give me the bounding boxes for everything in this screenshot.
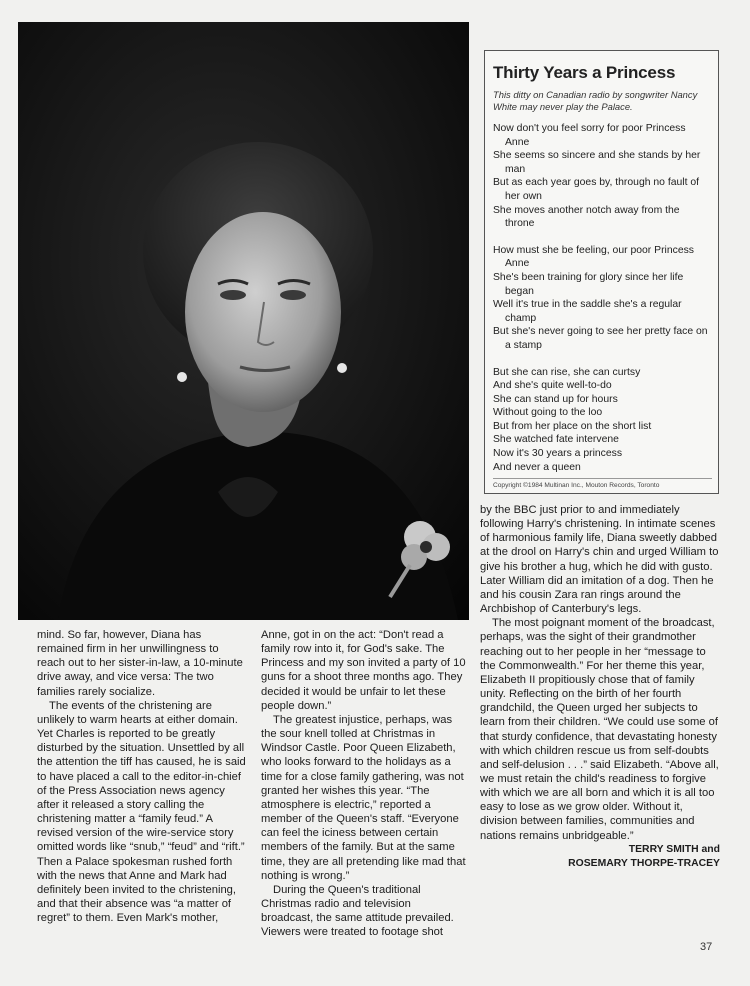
paragraph: The events of the christening are unlikely to warm hearts at either domain. Yet Charles is reported to be greatly disturbed by the situation. Unsettled by all the attention the tiff has caused, he is said to have placed a call to the editor-in-chief of the Press Association news agency after it released a story calling the christening matter a “family feud.” A revised version of the wire-service story omitted words like “snub,” “feud” and “rift.” Then a Palace spokesman rushed forth with the news that Anne and Mark had definitely been invited to the christening, and that their absence was “a matter of regret” to them. Even Mark's mother,: [37, 699, 246, 925]
article-column-3: [480, 503, 720, 871]
paragraph: During the Queen's traditional Christmas radio and television broadcast, the same attitude prevailed. Viewers were treated to footage shot: [261, 883, 454, 939]
sidebar-intro: This ditty on Canadian radio by songwriter Nancy White may never play the Palace.: [493, 89, 698, 112]
paragraph: Anne, got in on the act: “Don't read a family row into it, for God's sake. The Princess and my son invited a party of 10 guns for a shoot three months ago. They decided it would be unfair to let these people down.”: [261, 629, 466, 712]
lyric-line: Now don't you feel sorry for poor Princess Anne: [493, 123, 686, 148]
paragraph: The greatest injustice, perhaps, was the sour knell tolled at Christmas in Windsor Castle. Poor Queen Elizabeth, who looks forward to the holidays as a time for a close family gathering, was not granted her wishes this year. “The atmosphere is electric,” reported a member of the Queen's staff. “Everyone can feel the iciness between certain members of the family. But at the same time, they are all pretending like mad that nothing is wrong.”: [261, 713, 466, 882]
copyright-line: Copyright ©1984 Multinan Inc., Mouton Records, Toronto: [493, 478, 712, 489]
lyric-line: How must she be feeling, our poor Princess Anne: [493, 244, 694, 270]
stanza: [493, 366, 710, 475]
stanza: [493, 244, 710, 353]
lyric-line: And never a queen: [493, 461, 581, 473]
lyric-line: Well it's true in the saddle she's a regular champ: [493, 299, 682, 324]
portrait-photo: [18, 22, 469, 620]
paragraph: The most poignant moment of the broadcast, perhaps, was the sight of their grandmother reaching out to her people in her “message to the Commonwealth.” For her theme this year, Elizabeth II propitiously chose that of family unity. Reflecting on the birth of her fourth grandchild, the Queen urged her subjects to learn from their children. “We could use some of that sturdy confidence, that devastating honesty with which children rescue us from self-doubts and self-delusion . . .” said Elizabeth. “Above all, we must retain the child's readiness to forgive with which we are all born and which it is all too easy to lose as we grow older. Without it, division between families, communities and nations remains unbridgeable.”: [480, 617, 719, 842]
lyric-line: Now it's 30 years a princess: [493, 448, 623, 460]
lyric-line: She seems so sincere and she stands by her man: [493, 150, 701, 175]
page-number: 37: [700, 941, 713, 953]
lyric-line: But she can rise, she can curtsy: [493, 366, 641, 378]
lyric-line: She watched fate intervene: [493, 434, 619, 446]
sidebar-box: [484, 50, 719, 494]
article-column-2: [261, 628, 466, 939]
byline: [480, 843, 720, 871]
lyric-line: She moves another notch away from the throne: [493, 204, 680, 230]
article-column-1: [37, 628, 247, 925]
lyric-line: And she's quite well-to-do: [493, 380, 612, 392]
lyric-line: But from her place on the short list: [493, 420, 652, 432]
lyric-line: But as each year goes by, through no fault of her own: [493, 177, 700, 202]
paragraph: mind. So far, however, Diana has remained firm in her unwillingness to reach out to her sister-in-law, a 10-minute drive away, and vice versa: The two families rarely socialize.: [37, 629, 243, 698]
lyric-line: She can stand up for hours: [493, 393, 618, 405]
lyric-line: Without going to the loo: [493, 407, 603, 419]
stanza: [493, 122, 710, 231]
byline-line-1: TERRY SMITH and: [628, 843, 720, 855]
paragraph: by the BBC just prior to and immediately following Harry's christening. In intimate scenes of harmonious family life, Diana sweetly dabbed at the drool on Harry's chin and urged William to give his brother a hug, which he did with gusto. Later William did an imitation of a dog. Then he and his cousin Zara ran rings around the Archbishop of Canterbury's legs.: [480, 504, 719, 616]
sidebar-title: Thirty Years a Princess: [493, 63, 676, 82]
lyric-line: She's been training for glory since her life began: [493, 271, 684, 297]
byline-line-2: ROSEMARY THORPE-TRACEY: [568, 857, 720, 869]
lyric-line: But she's never going to see her pretty face on a stamp: [493, 326, 708, 351]
